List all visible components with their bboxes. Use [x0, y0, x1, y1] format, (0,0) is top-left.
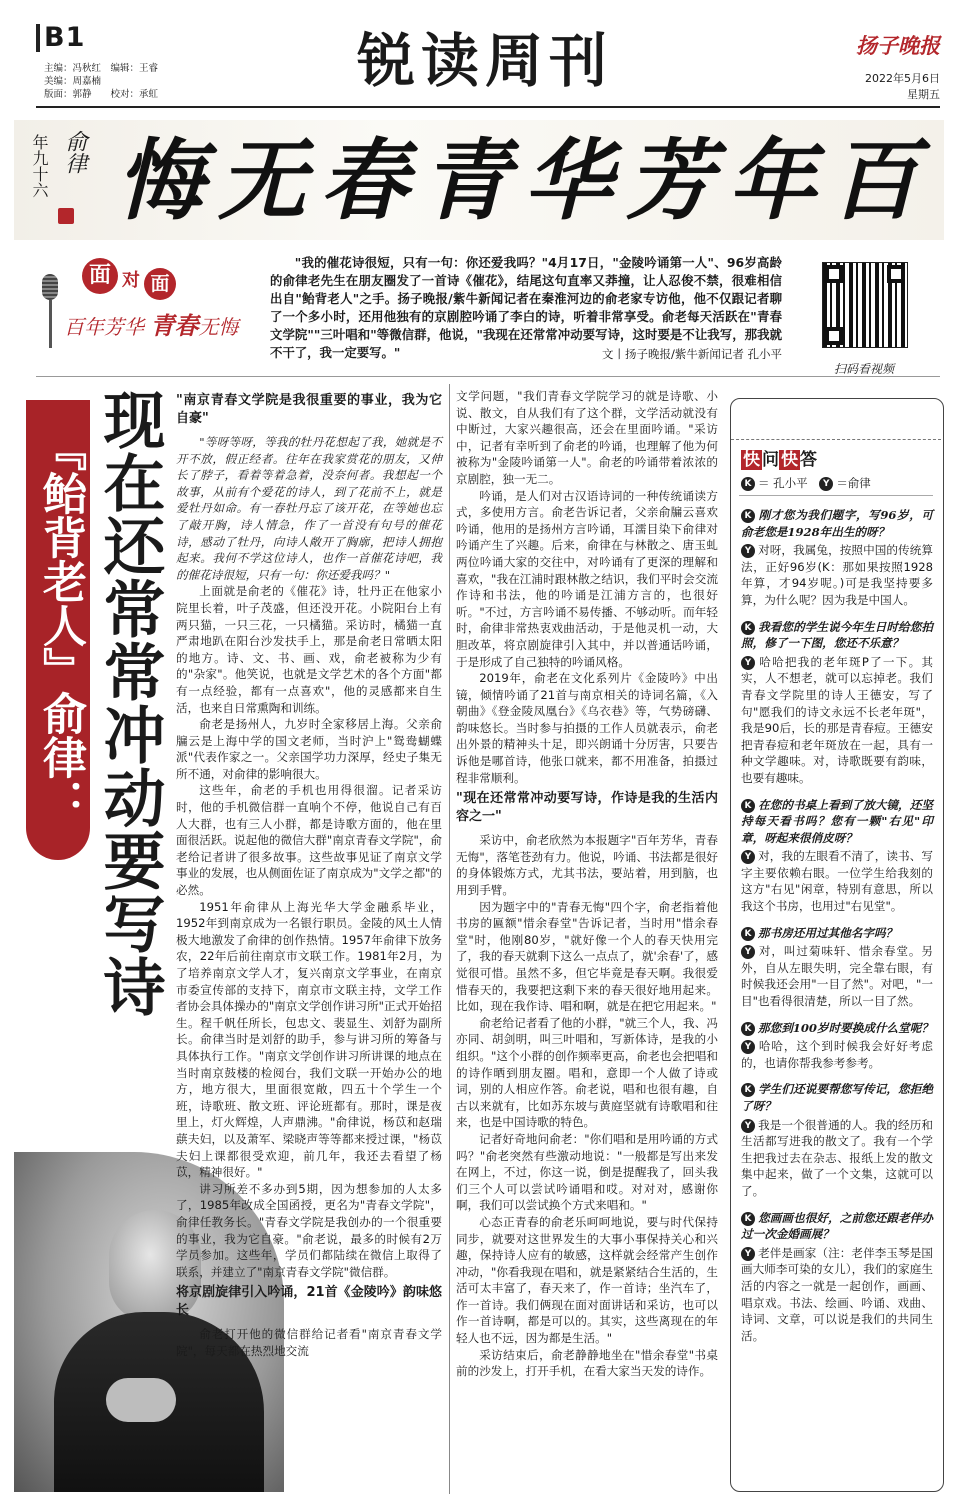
qa-title: [741, 445, 817, 470]
y-badge-icon: Y: [741, 544, 755, 558]
qa-question: [741, 507, 933, 540]
qa-question-text: 我看您的学生说今年生日时给您拍照，修了一下图，您还不乐意？: [741, 619, 933, 651]
qa-answer: [741, 943, 933, 1009]
y-badge-icon: Y: [741, 1247, 755, 1261]
qa-list: [741, 497, 933, 1346]
y-badge-icon: Y: [741, 656, 755, 670]
y-badge-icon: Y: [819, 477, 833, 491]
k-badge-icon: K: [741, 927, 755, 941]
intro-byline: 文丨扬子晚报/紫牛新闻记者 孔小平: [601, 347, 782, 361]
qa-question-text: 刚才您为我们题字，写96岁，可俞老您是1928年出生的呀？: [741, 508, 933, 539]
qa-question: [741, 1210, 933, 1243]
qa-title-kuai-2: 快: [781, 450, 798, 470]
article-paragraph: 心态正青春的俞老乐呵呵地说，要与时代保持同步，就要对这世界发生的大事小事保持关心和兴趣，保持诗人应有的敏感，这样就会经常产生创作冲动，"你看我现在唱和，就是紧紧结合生活的，生活可太丰富了，春天来了，作一首诗；坐汽车了，作一首诗。我们俩现在面对面讲话和采访，也可以作一首诗啊，都是可以的。其实，这些离现在的年轻人也不远，因为都是生活。": [456, 1214, 718, 1346]
calligraphy-signature: 俞律: [62, 130, 87, 174]
article-paragraph: 俞老是扬州人，九岁时全家移居上海。父亲俞牖云是上海中学的国文老师，当时沪上"鸳鸯蝴蝶派"代表作家之一。父亲国学功力深厚，经史子集无所不通，对俞律的影响很大。: [176, 717, 442, 781]
qa-answer-text: 对，我的左眼看不清了，读书、写字主要依赖右眼。一位学生给我刻的这方"右见"闲章，特别有意思，所以我这个书房，也用过"右见堂"。: [741, 849, 933, 914]
issue-weekday: 星期五: [907, 88, 940, 101]
qa-answer-text: 我是一个很普通的人。我的经历和生活都写进我的散文了。我有一个学生把我过去在杂志、报纸上发的散文集中起来，做了一个文集，这就可以了。: [741, 1117, 933, 1198]
article-paragraph: 上面就是俞老的《催花》诗，牡丹正在他家小院里长着，叶子茂盛，但还没开花。小院阳台上有两只猫，一只三花，一只橘猫。采访时，橘猫一直严肃地趴在阳台沙发扶手上，那是俞老日常晒太阳的地方。诗、文、书、画、戏，俞老被称为少有的"杂家"。他笑说，也就是文学艺术的各个方面"都有一点经验，都有一点喜欢"，他的灵感都来自生活，也来自日常熏陶和训练。: [176, 584, 442, 715]
article-paragraph: 吟诵，是人们对古汉语诗词的一种传统诵读方式，多使用方言。俞老告诉记者，父亲俞牖云喜欢吟诵，他用的是扬州方言吟诵，耳濡目染下俞律对吟诵产生了兴趣。后来，俞律在与林散之、唐玉虬两位吟诵大家的交往中，对吟诵有了更深的理解和喜欢，"我在江浦时跟林散之结识，我们平时会交流作诗和书法，他的吟诵是江浦方言的，也很好听。"不过，方言吟诵不易传播、不够动听。而年轻时，俞律非常热衷戏曲活动，于是他灵机一动，大胆改革，将京剧旋律引入其中，并以普通话吟诵，于是形成了自己独特的吟诵风格。: [456, 488, 718, 669]
qa-legend-rule: [739, 495, 933, 496]
section-heading: "现在还常常冲动要写诗，作诗是我的生活内容之一": [456, 791, 718, 825]
poem-paragraph: "等呀等呀，等我的牡丹花想起了我，她就是不开不放，假正经者。往年在我家赏花的朋友，又伸长了脖子，看着等着急着，没奈何者。我想起一个故事，从前有个爱花的诗人，到了花前不上，就是爱牡丹如命。有一春牡丹忘了该开花，在等她也忘了敲开胸，诗人情急，作了一首没有句号的催花诗，感动了牡丹，向诗人敞开了胸廓，把诗人拥抱起来。我何不学这位诗人，也作一首催花诗吧，我的催花诗很短，只有一句：你还爱我吗？": [176, 435, 442, 582]
article-paragraph: 因为题字中的"青春无悔"四个字，俞老指着他书房的匾额"惜余春堂"告诉记者，当时用"惜余春堂"时，他刚80岁，"就好像一个人的春天快用完了，我的春天就剩下这么一点点了，就'余春'了，感觉很可惜。虽然不多，但它毕竟是春天啊。我很爱惜春天的，我要把这剩下来的春天很好地用起来。比如，现在我作诗、唱和啊，就是在把它用起来。": [456, 899, 718, 1014]
qr-finder-tl: [825, 265, 843, 283]
qa-answer-text: 对，叫过菊味轩、惜余春堂。另外，自从左眼失明，完全靠右眼，有时候我还会用"一目了然"。对吧，"一目"也看得很清楚，所以一目了然。: [741, 944, 933, 1009]
qa-question: [741, 1081, 933, 1114]
qa-question-text: 那书房还用过其他名字吗？: [758, 925, 898, 940]
qa-title-kuai-1: 快: [743, 450, 760, 470]
qa-answer: [741, 654, 933, 787]
badge-circle-1: 面: [82, 258, 118, 294]
section-title: 锐读周刊: [356, 27, 613, 95]
qa-question: [741, 925, 933, 942]
qa-question-text: 在您的书桌上看到了放大镜，还坚持每天看书吗？您有一颗"右见"印章，呀起来很俏皮呀？: [741, 797, 933, 845]
qr-finder-bl: [825, 327, 843, 345]
qr-finder-tr: [887, 265, 905, 283]
qa-legend: [741, 475, 871, 491]
y-badge-icon: Y: [741, 1040, 755, 1054]
microphone-icon: [42, 274, 58, 300]
legend-y: ＝俞律: [836, 476, 871, 490]
calligraphy-text: 百年芳华青春无悔: [115, 128, 932, 232]
qr-label: 扫码看视频: [833, 362, 894, 376]
badge-slogan: [64, 306, 274, 341]
qa-answer: [741, 542, 933, 608]
badge-circle-2: 面: [144, 268, 176, 300]
qr-code[interactable]: [822, 262, 908, 348]
k-badge-icon: K: [741, 509, 755, 523]
editor-credits: 主编：冯秋红 编辑：王睿 美编：周嘉楠 版面：郭静 校对：承虹: [44, 63, 159, 100]
calligraphy-banner: [14, 120, 944, 240]
qa-question: [741, 619, 933, 652]
qa-sidebar: [730, 398, 944, 1492]
qa-question-text: 您画画也很好，之前您还跟老伴办过一次金婚画展？: [741, 1210, 933, 1242]
article-column-1: [176, 388, 442, 1493]
article-paragraph: 俞老给记者看了他的小群，"就三个人，我、冯亦同、胡剑明，叫三叶唱和，写新体诗，是我的小组织。"这个小群的创作频率更高，俞老也会把唱和的诗作晒到朋友圈。唱和，意即一个人做了诗或词，别的人相应作答。俞老说，唱和也很有趣，自古以来就有，比如苏东坡与黄庭坚就有诗歌唱和往来，也是中国诗歌的特色。: [456, 1015, 718, 1130]
article-paragraph: 讲习所差不多办到5期，因为想参加的人太多了，1985年改成全国函授，更名为"青春文学院"，俞律任教务长。"青春文学院是我创办的一个很重要的事业，我为它自豪。"俞老说，最多的时候有2万学员参加。这些年，学员们都陆续在微信上取得了联系，并建立了"南京青春文学院"微信群。: [176, 1181, 442, 1279]
qa-question: [741, 797, 933, 847]
qa-answer: [741, 1038, 933, 1071]
column-divider-1: [449, 384, 450, 1494]
qa-dashed-top: [731, 439, 941, 440]
qa-answer-text: 老伴是画家（注：老伴李玉琴是国画大师李可染的女儿），我们的家庭生活的内容之一就是一起创作，画画、唱京戏。书法、绘画、吟诵、戏曲、诗词、文章，可以说是我们的共同生活。: [741, 1245, 933, 1343]
qa-question: [741, 1020, 933, 1037]
section-heading: 将京剧旋律引入吟诵，21首《金陵吟》韵味悠长: [176, 1285, 442, 1319]
issue-date: 2022年5月6日: [865, 72, 940, 85]
page-number-bar: [36, 24, 40, 52]
qa-answer: [741, 848, 933, 914]
slogan-part-c: 无悔: [198, 315, 239, 339]
page-number: B1: [44, 22, 86, 53]
qa-question-text: 那您到100岁时要换成什么堂呢？: [758, 1020, 933, 1035]
portrait-hand: [106, 1378, 176, 1422]
k-badge-icon: K: [741, 799, 755, 813]
article-paragraph: 采访结束后，俞老静静地坐在"惜余春堂"书桌前的沙发上，打开手机，在看大家当天发的诗作。: [456, 1347, 718, 1379]
newspaper-name: 扬子晚报: [856, 33, 940, 58]
k-badge-icon: K: [741, 1212, 755, 1226]
signature-note: 年九十六: [30, 134, 49, 198]
slogan-part-b: 青春: [150, 311, 199, 340]
y-badge-icon: Y: [741, 945, 755, 959]
qa-answer-text: 哈哈，这个到时候我会好好考虑的，也请你帮我参考参考。: [741, 1039, 933, 1070]
y-badge-icon: Y: [741, 1119, 755, 1133]
subheadline: 『鲐背老人』俞律：: [35, 427, 86, 823]
intro-paragraph: "我的催花诗很短，只有一句：你还爱我吗？"4月17日，"金陵吟诵第一人"、96岁高龄的俞律老先生在朋友圈发了一首诗《催花》，结尾这句直率又莽撞，让人忍俊不禁，很难相信出自"鲐背老人"之手。扬子晚报/紫牛新闻记者在秦淮河边的俞老家专访他，他不仅跟记者聊了一个多小时，还用他独有的京剧腔吟诵了李白的诗，听着非常享受。俞老每天活跃在"青春文学院""三叶唱和"等微信群，他说，"我现在还常常冲动要写诗，这时要是不让我写，那我就不干了，我一定要写。": [270, 255, 782, 360]
article-paragraph: 1951年俞律从上海光华大学金融系毕业，1952年到南京成为一名银行职员。金陵的风土人情极大地激发了俞律的创作热情。1957年俞律下放务农，22年后前往南京市文联工作。1981年2月，为了培养南京文学人才，复兴南京文学事业，在南京市委宣传部的支持下，南京市文联主持，文学工作者协会具体操办的"南京文学创作讲习所"正式开始招生。程千帆任所长，包忠文、裴显生、刘舒为副所长。俞律当时是刘舒的助手，参与讲习所的筹备与具体执行工作。"南京文学创作讲习所讲课的地点在当时南京鼓楼的检阅台，我们文联一开始办公的地方，地方很大，里面很宽敞，四五十个学生一个班，诗歌班、散文班、评论班都有。那时，课是夜里上，灯火辉煌，人声鼎沸。"俞律说，杨苡和赵瑞蕻夫妇，以及萧军、梁晓声等等都来授过课，"杨苡夫妇上课都很受欢迎，前几年，我还去看望了杨苡，精神很好。": [176, 899, 442, 1180]
article-column-2: [456, 388, 718, 1493]
header-rule: [36, 106, 940, 108]
y-badge-icon: Y: [741, 850, 755, 864]
microphone-stem: [49, 300, 52, 348]
column-badge: [34, 258, 266, 354]
qa-title-wen: 问: [762, 450, 779, 470]
qa-answer-text: 对呀，我属兔，按照中国的传统算法，正好96岁(K：那如果按照1928年算，才94岁呢。)可是我坚持要多算，为什么呢？因为我是中国人。: [741, 543, 933, 607]
article-paragraph: 这些年，俞老的手机也用得很溜。记者采访时，他的手机微信群一直响个不停，他说自己有百人大群，也有三人小群，都是诗歌方面的，他在里面很活跃。说起他的微信大群"南京青春文学院"，俞老给记者讲了很多故事。这些故事见证了南京文学事业的发展，也从侧面佐证了南京成为"文学之都"的必然。: [176, 783, 442, 898]
legend-k: ＝ 孔小平: [758, 476, 808, 490]
k-badge-icon: K: [741, 621, 755, 635]
k-badge-icon: K: [741, 1022, 755, 1036]
k-badge-icon: K: [741, 477, 755, 491]
slogan-part-a: 百年芳华: [64, 315, 144, 339]
article-paragraph: 俞老打开他的微信群给记者看"南京青春文学院"，每天都在热烈地交流: [176, 1327, 442, 1358]
qa-title-da: 答: [800, 450, 817, 470]
seal-stamp: [58, 208, 74, 224]
qa-answer-text: 哈哈把我的老年斑P了一下。其实，人不想老，就可以忘掉老。我们青春文学院里的诗人王德安，写了句"愿我们的诗文永远不长老年斑"，我是90后，长的那是青春痘。王德安把青春痘和老年斑放在一起，具有一种文学趣味。对，诗歌既要有韵味，也要有趣味。: [741, 654, 933, 785]
k-badge-icon: K: [741, 1083, 755, 1097]
article-paragraph: 采访中，俞老欣然为本报题字"百年芳华，青春无悔"，落笔苍劲有力。他说，吟诵、书法都是很好的身体锻炼方式，尤其书法，要站着，用到脑，也用到手臂。: [456, 833, 718, 898]
intro-rule: [36, 376, 940, 377]
article-paragraph: 2019年，俞老在文化系列片《金陵吟》中出镜，倾情吟诵了21首与南京相关的诗词名篇，《入朝曲》《登金陵凤凰台》《乌衣巷》等，气势磅礴、韵味悠长。当时参与拍摄的工作人员就表示，俞老出外景的精神头十足，即兴朗诵十分厉害，只要告诉他是哪首诗，他张口就来，都不用准备，拍摄过程非常顺利。: [456, 671, 718, 785]
main-headline: 现在还常常冲动要写诗: [93, 388, 166, 1018]
article-paragraph: 文学问题，"我们青春文学院学习的就是诗歌、小说、散文，自从我们有了这个群，文学活动就没有中断过，大家兴趣很高，还会在里面吟诵。"采访中，记者有幸听到了俞老的吟诵，也理解了他为何被称为"金陵吟诵第一人"。俞老的吟诵带着浓浓的京剧腔，独一无二。: [456, 389, 718, 486]
qa-answer: [741, 1245, 933, 1345]
section-heading: "南京青春文学院是我很重要的事业，我为它自豪": [176, 393, 442, 426]
qa-answer: [741, 1117, 933, 1200]
badge-dui: 对: [122, 270, 140, 291]
article-paragraph: 记者好奇地问俞老："你们唱和是用吟诵的方式吗？"俞老突然有些激动地说："一般都是写出来发在网上，不过，你这一说，倒是提醒我了，回头我们三个人可以尝试吟诵唱和哎。对对对，感谢你啊，我们可以尝试换个方式来唱和。": [456, 1131, 718, 1213]
qa-question-text: 学生们还说要帮您写传记，您拒绝了呀？: [741, 1082, 933, 1113]
